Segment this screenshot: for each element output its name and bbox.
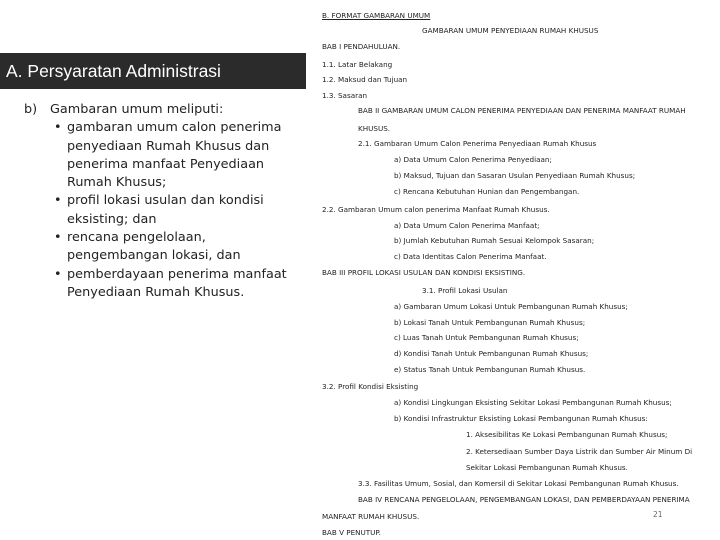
document-title: GAMBARAN UMUM PENYEDIAAN RUMAH KHUSUS: [422, 26, 599, 35]
chapter-heading: BAB III PROFIL LOKASI USULAN DAN KONDISI EKSISTING.: [322, 268, 526, 277]
bullet-icon: •: [54, 120, 62, 136]
item-line: a) Data Umum Calon Penerima Penyediaan;: [394, 155, 552, 164]
section-line: 3.1. Profil Lokasi Usulan: [422, 286, 508, 295]
list-item: [54, 192, 310, 229]
section-line: 1.2. Maksud dan Tujuan: [322, 75, 408, 84]
item-line: d) Kondisi Tanah Untuk Pembangunan Rumah Khusus;: [394, 349, 589, 358]
left-panel: [0, 0, 312, 540]
subitem-line: 2. Ketersediaan Sumber Daya Listrik dan Sumber Air Minum Di: [466, 447, 693, 456]
list-item: [54, 229, 310, 266]
intro-line: [24, 101, 310, 119]
section-line: 1.3. Sasaran: [322, 91, 368, 100]
item-line: a) Gambaran Umum Lokasi Untuk Pembangunan Rumah Khusus;: [394, 302, 628, 311]
subitem-line-cont: Sekitar Lokasi Pembangunan Rumah Khusus.: [466, 463, 628, 472]
section-line: 3.2. Profil Kondisi Eksisting: [322, 382, 419, 391]
section-line: 3.3. Fasilitas Umum, Sosial, dan Komersil di Sekitar Lokasi Pembangunan Rumah Khusus.: [358, 479, 679, 488]
item-line: c) Data Identitas Calon Penerima Manfaat.: [394, 252, 547, 261]
item-line: a) Kondisi Lingkungan Eksisting Sekitar Lokasi Pembangunan Rumah Khusus;: [394, 398, 672, 407]
item-line: c) Luas Tanah Untuk Pembangunan Rumah Khusus;: [394, 333, 579, 342]
item-line: b) Lokasi Tanah Untuk Pembangunan Rumah Khusus;: [394, 318, 586, 327]
chapter-heading: BAB V PENUTUP.: [322, 528, 381, 537]
item-line: b) Jumlah Kebutuhan Rumah Sesuai Kelompok Sasaran;: [394, 236, 595, 245]
bullet-icon: •: [54, 230, 62, 246]
bullet-icon: •: [54, 193, 62, 209]
list-item-text: gambaran umum calon penerima penyediaan Rumah Khusus dan penerima manfaat Penyediaan Rumah Khusus;: [67, 120, 282, 191]
bullet-icon: •: [54, 266, 62, 282]
section-title: A. Persyaratan Administrasi: [0, 53, 306, 89]
chapter-heading-cont: KHUSUS.: [358, 124, 391, 133]
bullet-list: [54, 119, 310, 302]
item-line: b) Kondisi Infrastruktur Eksisting Lokasi Pembangunan Rumah Khusus:: [394, 414, 648, 423]
section-line: 2.2. Gambaran Umum calon penerima Manfaat Rumah Khusus.: [322, 205, 550, 214]
list-item-text: rencana pengelolaan, pengembangan lokasi, dan: [67, 230, 241, 264]
chapter-heading-cont: MANFAAT RUMAH KHUSUS.: [322, 512, 420, 521]
item-line: a) Data Umum Calon Penerima Manfaat;: [394, 221, 540, 230]
item-line: c) Rencana Kebutuhan Hunian dan Pengembangan.: [394, 187, 580, 196]
intro-text: Gambaran umum meliputi:: [50, 102, 224, 117]
item-line: e) Status Tanah Untuk Pembangunan Rumah Khusus.: [394, 365, 586, 374]
section-line: 2.1. Gambaran Umum Calon Penerima Penyediaan Rumah Khusus: [358, 139, 597, 148]
format-heading: B. FORMAT GAMBARAN UMUM: [322, 11, 431, 20]
left-body: [24, 101, 310, 302]
list-item: [54, 266, 310, 303]
page-number: 21: [653, 510, 663, 519]
item-line: b) Maksud, Tujuan dan Sasaran Usulan Penyediaan Rumah Khusus;: [394, 171, 636, 180]
chapter-heading: BAB II GAMBARAN UMUM CALON PENERIMA PENYEDIAAN DAN PENERIMA MANFAAT RUMAH: [358, 106, 686, 115]
intro-marker: b): [24, 102, 38, 117]
subitem-line: 1. Aksesibilitas Ke Lokasi Pembangunan Rumah Khusus;: [466, 430, 668, 439]
chapter-heading: BAB I PENDAHULUAN.: [322, 42, 401, 51]
section-line: 1.1. Latar Belakang: [322, 60, 393, 69]
right-panel: [312, 0, 720, 540]
list-item-text: profil lokasi usulan dan kondisi eksisting; dan: [67, 193, 264, 227]
list-item: [54, 119, 310, 192]
list-item-text: pemberdayaan penerima manfaat Penyediaan Rumah Khusus.: [67, 266, 287, 300]
chapter-heading: BAB IV RENCANA PENGELOLAAN, PENGEMBANGAN LOKASI, DAN PEMBERDAYAAN PENERIMA: [358, 495, 690, 504]
